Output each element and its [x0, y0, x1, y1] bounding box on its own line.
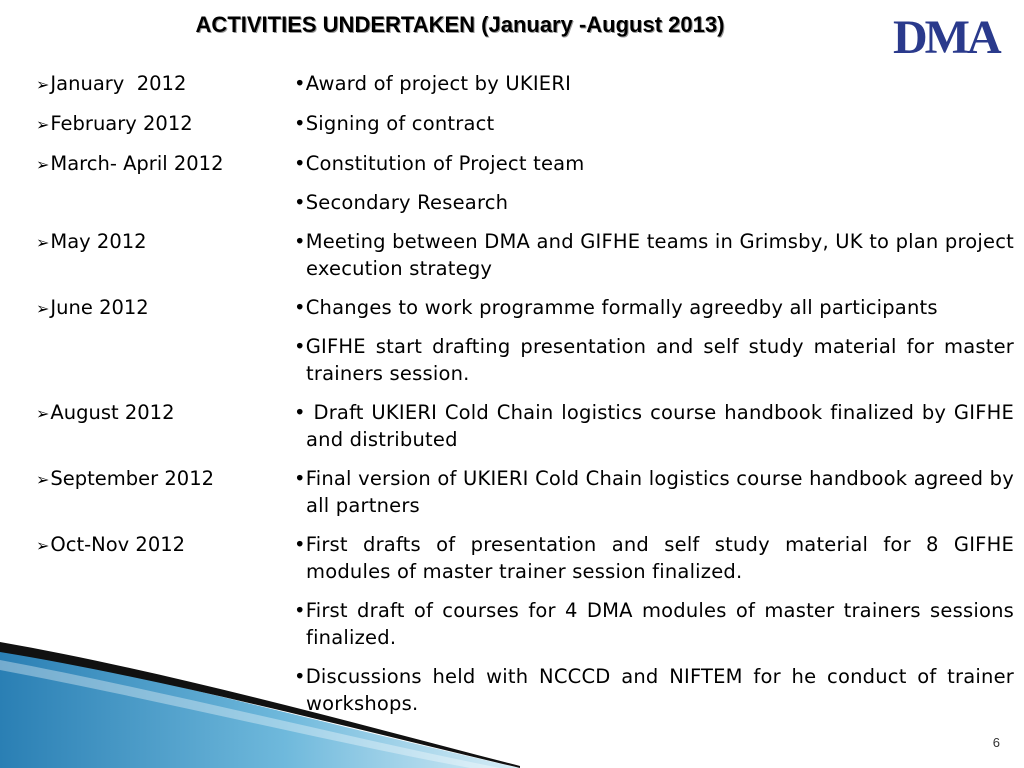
activity-item	[294, 70, 1014, 97]
arrow-bullet-icon: ➢	[36, 404, 50, 423]
slide-title: ACTIVITIES UNDERTAKEN (January -August 2013)	[195, 12, 725, 37]
arrow-bullet-icon: ➢	[36, 470, 50, 489]
activity-item	[294, 465, 1014, 519]
bullet-icon: •	[294, 533, 306, 556]
activity-item	[294, 399, 1014, 453]
bullet-icon: •	[294, 467, 306, 490]
bullet-icon: •	[294, 401, 306, 424]
activity-row	[36, 70, 1014, 98]
activity-item	[294, 150, 1014, 177]
period-label	[36, 531, 294, 717]
activity-text: Constitution of Project team	[305, 152, 585, 175]
arrow-bullet-icon: ➢	[36, 115, 50, 134]
activity-text: Final version of UKIERI Cold Chain logistics course handbook agreed by all partners	[305, 467, 1014, 517]
arrow-bullet-icon: ➢	[36, 75, 50, 94]
period-text: February 2012	[50, 112, 193, 135]
activity-item	[294, 333, 1014, 387]
period-label	[36, 70, 294, 98]
activity-text: First drafts of presentation and self study material for 8 GIFHE modules of master trainer session finalized.	[305, 533, 1014, 583]
period-label	[36, 110, 294, 138]
activity-item	[294, 294, 1014, 321]
activity-text: Discussions held with NCCCD and NIFTEM for he conduct of trainer workshops.	[305, 665, 1014, 715]
bullet-icon: •	[294, 599, 306, 622]
bullet-icon: •	[294, 230, 306, 253]
activity-text: Secondary Research	[305, 191, 509, 214]
activity-row	[36, 150, 1014, 216]
arrow-bullet-icon: ➢	[36, 155, 50, 174]
activity-item	[294, 597, 1014, 651]
bullet-icon: •	[294, 665, 306, 688]
arrow-bullet-icon: ➢	[36, 536, 50, 555]
bullet-icon: •	[294, 335, 306, 358]
bullet-icon: •	[294, 72, 306, 95]
page-number: 6	[992, 735, 1000, 750]
activity-text: GIFHE start drafting presentation and self study material for master trainers session.	[305, 335, 1014, 385]
arrow-bullet-icon: ➢	[36, 233, 50, 252]
bullet-icon: •	[294, 296, 306, 319]
period-label	[36, 465, 294, 519]
activity-item	[294, 110, 1014, 137]
period-label	[36, 294, 294, 387]
activity-row	[36, 531, 1014, 717]
bullet-icon: •	[294, 112, 306, 135]
activity-list	[36, 70, 1014, 729]
period-text: January 2012	[50, 72, 187, 95]
activity-row	[36, 465, 1014, 519]
period-text: May 2012	[50, 230, 147, 253]
period-text: Oct-Nov 2012	[50, 533, 186, 556]
dma-logo: DMA	[893, 11, 999, 64]
activity-row	[36, 228, 1014, 282]
arrow-bullet-icon: ➢	[36, 299, 50, 318]
activity-item	[294, 189, 1014, 216]
period-text: September 2012	[50, 467, 215, 490]
activity-text: First draft of courses for 4 DMA modules of master trainers sessions finalized.	[305, 599, 1014, 649]
period-label	[36, 399, 294, 453]
activity-text: Meeting between DMA and GIFHE teams in Grimsby, UK to plan project execution strategy	[305, 230, 1014, 280]
bullet-icon: •	[294, 152, 306, 175]
period-text: June 2012	[50, 296, 149, 319]
activity-row	[36, 294, 1014, 387]
activity-row	[36, 110, 1014, 138]
activity-item	[294, 663, 1014, 717]
activity-item	[294, 531, 1014, 585]
period-text: August 2012	[50, 401, 175, 424]
period-text: March- April 2012	[50, 152, 224, 175]
activity-row	[36, 399, 1014, 453]
bullet-icon: •	[294, 191, 306, 214]
period-label	[36, 150, 294, 216]
period-label	[36, 228, 294, 282]
activity-text: Award of project by UKIERI	[305, 72, 572, 95]
activity-text: Signing of contract	[305, 112, 495, 135]
activity-item	[294, 228, 1014, 282]
activity-text: Changes to work programme formally agreedby all participants	[305, 296, 938, 319]
activity-text: Draft UKIERI Cold Chain logistics course handbook finalized by GIFHE and distributed	[305, 401, 1014, 451]
